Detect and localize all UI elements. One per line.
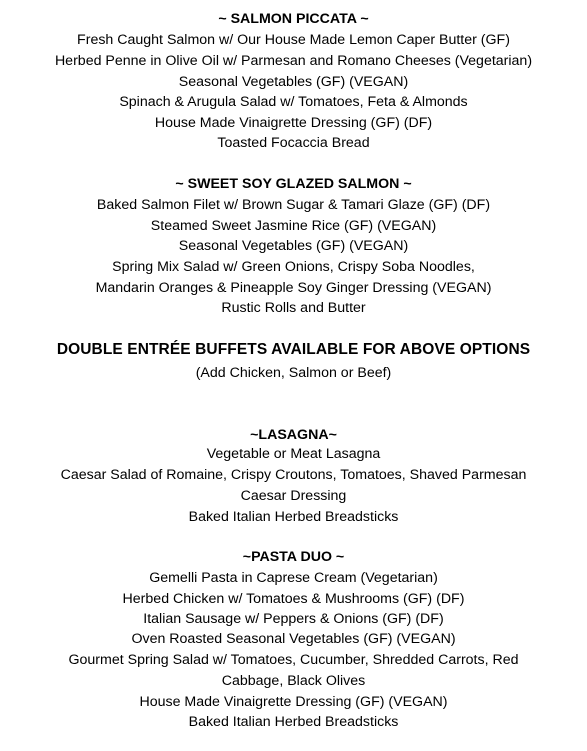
double-entree-notice-title: DOUBLE ENTRÉE BUFFETS AVAILABLE FOR ABOVE OPTIONS xyxy=(56,341,531,358)
section-title-sweet-soy-glazed-salmon: ~ SWEET SOY GLAZED SALMON ~ xyxy=(175,176,412,192)
menu-item: Italian Sausage w/ Peppers & Onions (GF) (DF) xyxy=(143,611,444,627)
menu-item: Fresh Caught Salmon w/ Our House Made Lemon Caper Butter (GF) xyxy=(77,32,510,48)
menu-item: Toasted Focaccia Bread xyxy=(217,135,370,151)
menu-item: Spinach & Arugula Salad w/ Tomatoes, Feta & Almonds xyxy=(119,94,468,110)
menu-item: Vegetable or Meat Lasagna xyxy=(206,446,381,462)
menu-item: Caesar Salad of Romaine, Crispy Croutons, Tomatoes, Shaved Parmesan xyxy=(60,467,527,483)
menu-item: Baked Italian Herbed Breadsticks xyxy=(188,509,399,525)
menu-item: Gourmet Spring Salad w/ Tomatoes, Cucumber, Shredded Carrots, Red xyxy=(68,652,519,668)
menu-item: Gemelli Pasta in Caprese Cream (Vegetarian) xyxy=(149,570,438,586)
menu-item: Mandarin Oranges & Pineapple Soy Ginger Dressing (VEGAN) xyxy=(95,280,492,296)
menu-item: Seasonal Vegetables (GF) (VEGAN) xyxy=(178,238,409,254)
section-title-pasta-duo: ~PASTA DUO ~ xyxy=(242,549,345,565)
menu-item: Cabbage, Black Olives xyxy=(221,673,366,689)
menu-item: House Made Vinaigrette Dressing (GF) (DF) xyxy=(154,115,433,131)
menu-item: Rustic Rolls and Butter xyxy=(221,300,366,316)
menu-item: Spring Mix Salad w/ Green Onions, Crispy Soba Noodles, xyxy=(112,259,475,275)
section-title-lasagna: ~LASAGNA~ xyxy=(250,427,337,443)
double-entree-notice-subtitle: (Add Chicken, Salmon or Beef) xyxy=(195,365,392,381)
section-title-salmon-piccata: ~ SALMON PICCATA ~ xyxy=(218,11,369,27)
menu-item: Baked Italian Herbed Breadsticks xyxy=(188,714,399,730)
menu-item: Herbed Chicken w/ Tomatoes & Mushrooms (GF) (DF) xyxy=(122,591,465,607)
menu-item: Baked Salmon Filet w/ Brown Sugar & Tamari Glaze (GF) (DF) xyxy=(96,197,491,213)
menu-item: Caesar Dressing xyxy=(240,488,347,504)
menu-item: Seasonal Vegetables (GF) (VEGAN) xyxy=(178,74,409,90)
menu-item: Oven Roasted Seasonal Vegetables (GF) (VEGAN) xyxy=(131,631,456,647)
menu-item: Steamed Sweet Jasmine Rice (GF) (VEGAN) xyxy=(150,218,437,234)
menu-item: Herbed Penne in Olive Oil w/ Parmesan and Romano Cheeses (Vegetarian) xyxy=(54,53,533,69)
menu-item: House Made Vinaigrette Dressing (GF) (VEGAN) xyxy=(139,694,448,710)
